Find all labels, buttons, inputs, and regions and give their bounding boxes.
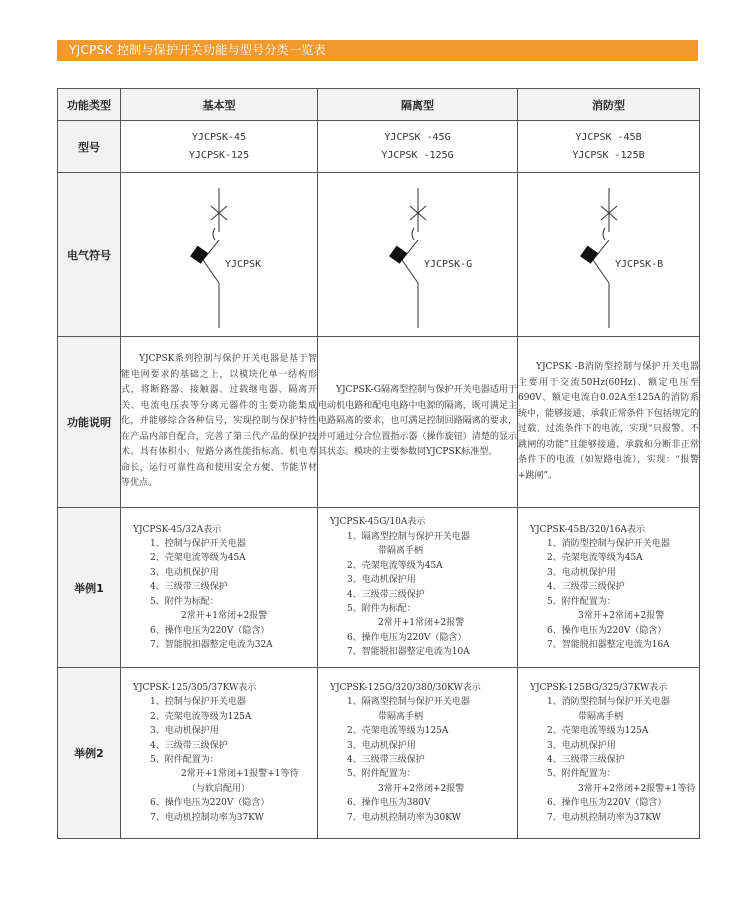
isolation-switch-symbol-icon <box>348 178 488 328</box>
model-name: YJCPSK -45G <box>384 131 451 143</box>
example-line: 3、电动机保护用 <box>547 740 616 751</box>
example-title: YJCPSK-125BG/325/37KW表示 <box>530 682 668 693</box>
example-line: 4、三级带三级保护 <box>347 589 425 600</box>
model-name: YJCPSK-45 <box>191 131 247 143</box>
description-basic <box>121 337 318 508</box>
example-line: 6、操作电压为220V（隐含） <box>150 798 270 809</box>
example1-fire <box>518 508 700 668</box>
symbol-cell-basic <box>121 173 318 337</box>
header-fire-type: 消防型 <box>518 89 700 121</box>
description-isolation <box>318 337 518 508</box>
example-line: 6、操作电压为220V（隐含） <box>547 798 667 809</box>
example-line: 2、壳架电流等级为45A <box>150 553 246 564</box>
example-title: YJCPSK-45G/10A表示 <box>330 517 426 528</box>
example-line: 2、壳架电流等级为45A <box>347 560 443 571</box>
model-name: YJCPSK -125B <box>572 149 645 161</box>
row-label-model: 型号 <box>58 121 121 173</box>
row-label-example2: 举例2 <box>58 668 121 839</box>
example-line: 1、控制与保护开关电器 <box>150 697 246 708</box>
header-basic-type: 基本型 <box>121 89 318 121</box>
model-name: YJCPSK -125G <box>381 149 454 161</box>
example-line: 7、电动机控制功率为30KW <box>347 812 461 823</box>
example-line: 7、电动机控制功率为37KW <box>547 812 661 823</box>
page-title-banner <box>57 40 698 61</box>
header-row <box>58 89 700 121</box>
example-line: 3常开+2常闭+2报警 <box>578 611 665 622</box>
model-cell-basic <box>121 121 318 173</box>
example-line: 带隔离手柄 <box>378 711 424 722</box>
description-text: YJCPSK -B消防型控制与保护开关电器主要用于交流50Hz(60Hz)、额定电压至690V、额定电流自0.02A至125A的消防系统中，能够接通、承载正常条件下包括规定的过载、过流条件下的电流，实现“只报警、不跳闸的功能”且能够接通、承载和分断非正常条件下的电流（如短路电流），实现：“报警+跳闸”。 <box>518 362 699 481</box>
example-line: 3、电动机保护用 <box>547 567 616 578</box>
example-line: 5、附件配置为： <box>150 755 219 765</box>
example2-fire <box>518 668 700 839</box>
fire-switch-symbol-icon <box>539 178 679 328</box>
example-line: 7、智能脱扣器整定电流为10A <box>347 647 470 658</box>
example-line: 3、电动机保护用 <box>347 740 416 751</box>
model-row <box>58 121 700 173</box>
symbol-cell-fire <box>518 173 700 337</box>
example-line: 1、消防型控制与保护开关电器 <box>547 697 670 708</box>
description-text: YJCPSK-G隔离型控制与保护开关电器适用于电动机电路和配电电路中电源的隔离，既可满足主电路隔离的要求，也可满足控制回路隔离的要求，并可通过分合位置指示器（操作旋钮）清楚的显示其状态。模块的主要参数同YJCPSK标准型。 <box>318 385 517 458</box>
model-name: YJCPSK-125 <box>188 149 250 161</box>
example-line: 5、附件为标配： <box>347 603 416 614</box>
description-fire <box>518 337 700 508</box>
model-name: YJCPSK -45B <box>575 131 642 143</box>
example-line: 4、三级带三级保护 <box>150 740 228 751</box>
example-line: 4、三级带三级保护 <box>347 755 425 765</box>
example-line: 2、壳架电流等级为45A <box>547 553 643 564</box>
example-line: 6、操作电压为220V（隐含） <box>150 625 270 636</box>
header-isolation-type: 隔离型 <box>318 89 518 121</box>
example-title: YJCPSK-125G/320/380/30KW表示 <box>330 682 481 693</box>
example-line: 1、隔离型控制与保护开关电器 <box>347 697 470 708</box>
model-cell-isolation <box>318 121 518 173</box>
example-line: 5、附件配置为： <box>547 596 616 607</box>
example1-row <box>58 508 700 668</box>
symbol-label: YJCPSK-B <box>614 258 663 270</box>
example-line: 2常开+1常闭+1报警+1等待 <box>181 769 299 780</box>
example-line: 5、附件配置为： <box>347 769 416 780</box>
row-label-symbol: 电气符号 <box>58 173 121 337</box>
row-label-description: 功能说明 <box>58 337 121 508</box>
example-line: 3、电动机保护用 <box>150 567 219 578</box>
example1-basic <box>121 508 318 668</box>
example-line: 带隔离手柄 <box>378 546 424 557</box>
example2-row <box>58 668 700 839</box>
example1-isolation <box>318 508 518 668</box>
example-line: 3常开+2常闭+2报警 <box>378 783 465 794</box>
example-line: 1、隔离型控制与保护开关电器 <box>347 531 470 542</box>
example-title: YJCPSK-125/305/37KW表示 <box>133 682 257 693</box>
example-line: 2常开+1常闭+2报警 <box>378 618 465 629</box>
example-line: 1、消防型控制与保护开关电器 <box>547 539 670 550</box>
symbol-label: YJCPSK <box>225 258 262 270</box>
description-text: YJCPSK系列控制与保护开关电器是基于智能电网要求的基础之上，以模块化单一结构形式，将断路器、接触器、过载继电器、隔离开关、电流电压表等分离元器件的主要功能集成化，并能够综合各种信号，实现控制与保护特性在产品内部自配合，完善了第三代产品的保护技术。具有体积小、短路分离性能指标高、机电寿命长，运行可靠性高和使用安全方便、节能节材等优点。 <box>121 354 317 489</box>
header-function-type: 功能类型 <box>58 89 121 121</box>
example-line: 2、壳架电流等级为125A <box>347 726 449 737</box>
example-line: （与软启配用） <box>187 783 251 794</box>
example2-isolation <box>318 668 518 839</box>
function-model-table <box>57 88 700 839</box>
symbol-cell-isolation <box>318 173 518 337</box>
example-line: 3、电动机保护用 <box>150 726 219 737</box>
symbol-row <box>58 173 700 337</box>
model-cell-fire <box>518 121 700 173</box>
example-line: 6、操作电压为220V（隐含） <box>347 632 467 643</box>
example-line: 3、电动机保护用 <box>347 575 416 586</box>
example-line: 3常开+2常闭+2报警+1等待 <box>578 783 696 794</box>
example-line: 7、智能脱扣器整定电流为16A <box>547 639 670 650</box>
example2-basic <box>121 668 318 839</box>
example-line: 4、三级带三级保护 <box>547 755 625 765</box>
example-line: 6、操作电压为380V <box>347 798 431 809</box>
example-line: 1、控制与保护开关电器 <box>150 539 246 550</box>
row-label-example1: 举例1 <box>58 508 121 668</box>
example-line: 2、壳架电流等级为125A <box>150 711 252 722</box>
example-line: 带隔离手柄 <box>578 711 624 722</box>
example-line: 4、三级带三级保护 <box>547 582 625 593</box>
example-line: 4、三级带三级保护 <box>150 582 228 593</box>
example-line: 6、操作电压为220V（隐含） <box>547 625 667 636</box>
example-line: 5、附件配置为： <box>547 769 616 780</box>
switch-symbol-icon <box>149 178 289 328</box>
example-line: 5、附件为标配： <box>150 596 219 607</box>
example-line: 7、智能脱扣器整定电流为32A <box>150 639 273 650</box>
description-row <box>58 337 700 508</box>
example-line: 2常开+1常闭+2报警 <box>181 611 268 622</box>
example-line: 7、电动机控制功率为37KW <box>150 812 264 823</box>
page-title: YJCPSK 控制与保护开关功能与型号分类一览表 <box>69 43 326 57</box>
example-title: YJCPSK-45B/320/16A表示 <box>530 524 646 535</box>
symbol-label: YJCPSK-G <box>423 258 472 270</box>
example-title: YJCPSK-45/32A表示 <box>133 524 222 535</box>
example-line: 2、壳架电流等级为125A <box>547 726 649 737</box>
